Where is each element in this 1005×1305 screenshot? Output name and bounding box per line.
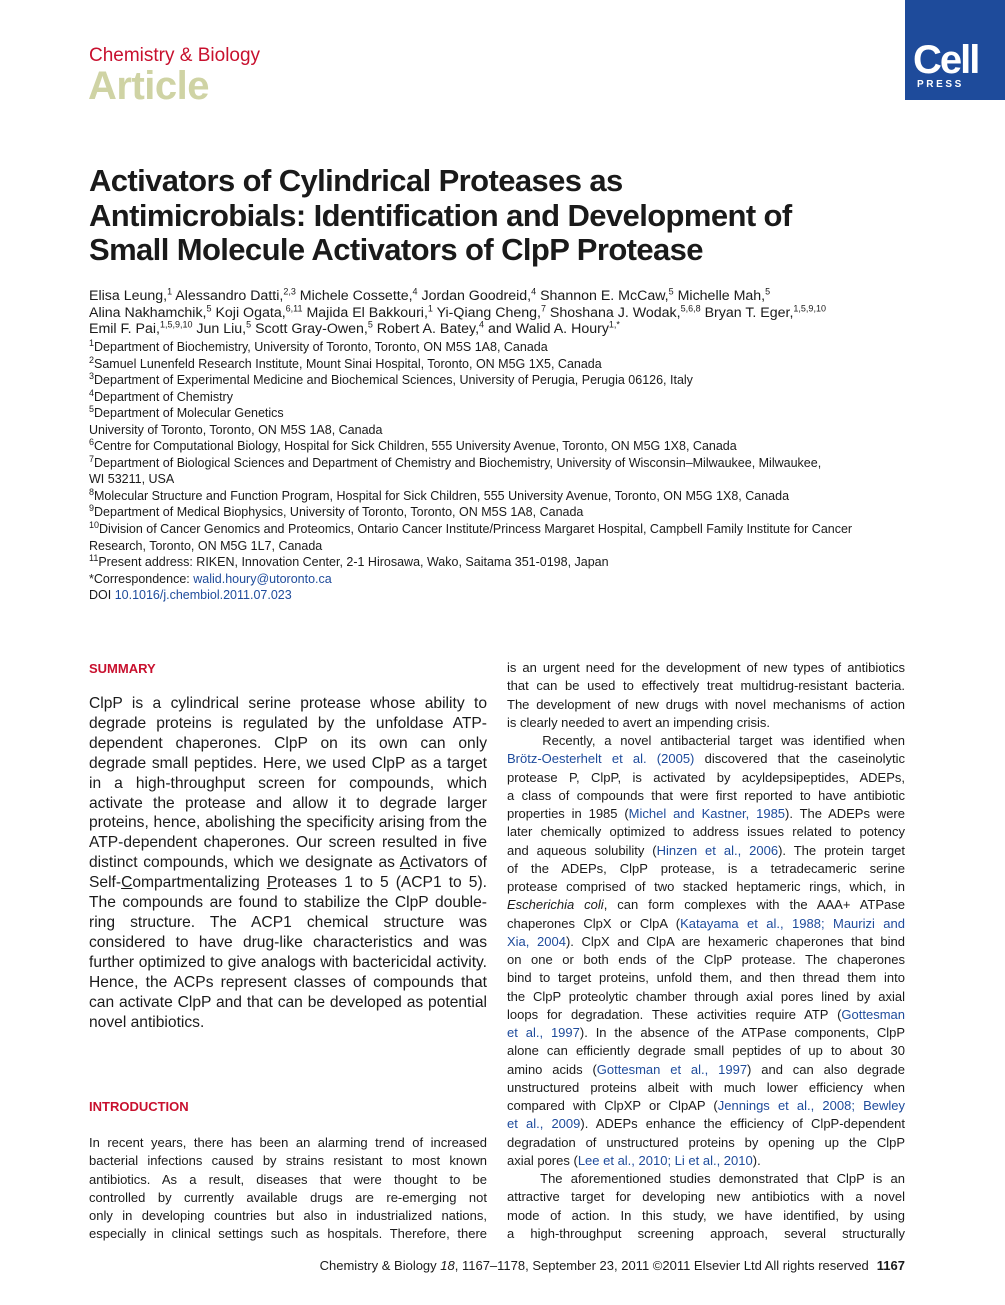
text-line: Brötz-Oesterhelt et al. (2005) discovered that the caseinolytic [507,751,905,767]
text-line: of the ADEPs, ClpP protease, is a tetradecameric serine [507,860,905,876]
text-line: Xia, 2004). ClpX and ClpA are hexameric chaperones that bind [507,933,906,949]
article-type-label: Article [88,64,209,108]
logo-wordmark: Cell [913,38,979,82]
text-line: only in developing countries but also in industrialized nations, [89,1208,487,1223]
author-line: Alina Nakhamchik,$^5$ Koji Ogata,$^{6,11}$ Majida El Bakkouri,$^1$ Yi-Qiang Cheng,$^7$ Shoshana J. Wodak,$^{5,6,8}$ Bryan T. Eger,$^{1,5,9,10}$ [89,302,826,321]
footer-citation: Chemistry & Biology 18, 1167–1178, September 23, 2011 ©2011 Elsevier Ltd All rights reserved [319,1258,869,1273]
title-line: Small Molecule Activators of ClpP Protease [89,232,703,267]
introduction-text [89,1134,487,1244]
cell-press-logo[interactable] [905,0,1005,100]
affiliation-line: $^3$Department of Experimental Medicine and Biochemical Sciences, University of Perugia, Perugia 06126, Italy [89,370,693,388]
affiliation-line: $^2$Samuel Lunenfeld Research Institute, Mount Sinai Hospital, Toronto, ON M5G 1X5, Canada [89,354,602,371]
text-line: protease comprised of two stacked heptameric rings, which, in [507,879,905,894]
text-line: bacterial infections caused by strains resistant to most known [89,1153,487,1169]
text-line: degradation of unstructured proteins by opening up the ClpP [507,1134,905,1150]
text-line: attractive target for developing new antibiotics with a novel [507,1189,905,1205]
text-line: Escherichia coli, can form complexes with the AAA+ ATPase [507,897,905,913]
affiliation-line: $^7$Department of Biological Sciences and Department of Chemistry and Biochemistry, University of Wisconsin–Milwaukee, Milwaukee, [89,453,822,470]
text-line: The aforementioned studies demonstrated that ClpP is an [507,1171,905,1186]
author-list [89,288,919,338]
text-line: The development of new drugs with novel mechanisms of action [507,696,905,712]
affiliation-line: $^1$Department of Biochemistry, University of Toronto, Toronto, ON M5S 1A8, Canada [89,337,548,354]
affiliation-line: WI 53211, USA [89,472,175,487]
affiliation-line: University of Toronto, Toronto, ON M5S 1A8, Canada [89,422,383,437]
text-line: a class of compounds that were first reported to have antibiotic [507,787,905,803]
affiliation-line: $^{10}$Division of Cancer Genomics and Proteomics, Ontario Cancer Institute/Princess Margaret Hospital, Campbell Family Institute for Cancer [89,519,853,537]
text-line: is clearly needed to avert an impending crisis. [507,714,771,730]
text-line: is an urgent need for the development of new types of antibiotics [507,660,905,675]
summary-text: ClpP is a cylindrical serine protease whose ability to degrade proteins is regulated by the unfoldase ATP-dependent chaperones. ClpP on its own can only degrade small peptides. Here, we used ClpP as a target in a high-throughput screen for compounds, which activate the protease and allow it to degrade larger proteins, hence, abolishing the specificity arising from the ATP-dependent chaperones. Our screen resulted in five distinct compounds, which we designate as Activators of Self-Compartmentalizing Proteases 1 to 5 (ACP1 to 5). The compounds are found to stabilize the ClpP double-ring structure. The ACP1 chemical structure was considered to have drug-like characteristics and was further optimized to give analogs with bactericidal activity. Hence, the ACPs represent classes of compounds that can activate ClpP and that can be developed as potential novel antibiotics. [89,695,487,1031]
text-line: especially in clinical settings such as hospitals. Therefore, there [89,1226,487,1242]
text-line: In recent years, there has been an alarming trend of increased [89,1135,487,1150]
right-column-text [507,659,905,1243]
text-line: the ClpP proteolytic chamber through axial pores lined by axial [507,988,905,1004]
logo-subtext: PRESS [917,79,964,90]
affiliation-line: DOI 10.1016/j.chembiol.2011.07.023 [89,588,292,603]
affiliation-line: $^4$Department of Chemistry [89,387,233,404]
affiliations [89,339,919,604]
affiliation-line: Research, Toronto, ON M5G 1L7, Canada [89,538,323,553]
text-line: antibiotics. As a result, diseases that were thought to be [89,1171,487,1187]
text-line: and aqueous solubility (Hinzen et al., 2006). The protein target [507,842,906,858]
text-line: amino acids (Gottesman et al., 1997) and can also degrade [507,1061,905,1077]
affiliation-line: *Correspondence: walid.houry@utoronto.ca [89,571,332,586]
text-line: loops for degradation. These activities require ATP (Gottesman [507,1006,905,1022]
affiliation-line: $^5$Department of Molecular Genetics [89,404,284,421]
introduction-heading: INTRODUCTION [89,1099,189,1114]
text-line: Recently, a novel antibacterial target was identified when [507,733,905,748]
text-line: mode of action. In this study, we have identified, by using [507,1207,905,1223]
text-line: properties in 1985 (Michel and Kastner, 1985). The ADEPs were [507,806,905,821]
page-number: 1167 [876,1258,905,1273]
text-line: alone can efficiently degrade small peptides of up to about 30 [507,1043,905,1059]
affiliation-line: $^9$Department of Medical Biophysics, University of Toronto, Toronto, ON M5S 1A8, Canada [89,503,584,520]
text-line: compared with ClpXP or ClpAP (Jennings et al., 2008; Bewley [507,1098,905,1113]
text-line: controlled by currently available drugs are re-emerging not [89,1189,487,1205]
text-line: bind to target proteins, unfold them, and then thread them into [507,970,905,986]
text-line: that can be used to effectively treat multidrug-resistant bacteria. [507,678,905,694]
text-line: a high-throughput screening approach, several structurally [507,1225,905,1241]
text-line: unstructured proteins albeit with much lower efficiency when [507,1079,905,1095]
text-line: later chemically optimized to address issues related to potency [507,824,905,840]
text-line: axial pores (Lee et al., 2010; Li et al., 2010). [507,1152,761,1168]
page-footer [89,1258,905,1273]
text-line: protease P, ClpP, is activated by acyldepsipeptides, ADEPs, [507,769,905,785]
author-line: Elisa Leung,$^1$ Alessandro Datti,$^{2,3}$ Michele Cossette,$^4$ Jordan Goodreid,$^4$ Shannon E. McCaw,$^5$ Michelle Mah,$^5$ [89,286,771,304]
title-line: Antimicrobials: Identification and Development of [89,197,792,233]
affiliation-line: $^6$Centre for Computational Biology, Hospital for Sick Children, 555 University Avenue, Toronto, ON M5G 1X8, Canada [89,437,737,454]
author-line: Emil F. Pai,$^{1,5,9,10}$ Jun Liu,$^5$ Scott Gray-Owen,$^5$ Robert A. Batey,$^4$ and Walid A. Houry$^{1,*}$ [89,319,620,337]
text-line: et al., 2009). ADEPs enhance the efficiency of ClpP-dependent [507,1116,905,1132]
summary-heading: SUMMARY [89,661,156,676]
title-line: Activators of Cylindrical Proteases as [89,163,623,198]
affiliation-line: $^{11}$Present address: RIKEN, Innovation Center, 2-1 Hirosawa, Wako, Saitama 351-0198, Japan [89,552,609,570]
text-line: et al., 1997). In the absence of the ATPase components, ClpP [507,1025,906,1040]
affiliation-line: $^8$Molecular Structure and Function Program, Hospital for Sick Children, 555 University Avenue, Toronto, ON M5G 1X8, Canada [89,486,790,503]
text-line: chaperones ClpX or ClpA (Katayama et al., 1988; Maurizi and [507,915,905,931]
article-title [89,164,909,268]
text-line: on one or both ends of the ClpP protease. The chaperones [507,952,905,967]
journal-name: Chemistry & Biology [89,45,261,66]
